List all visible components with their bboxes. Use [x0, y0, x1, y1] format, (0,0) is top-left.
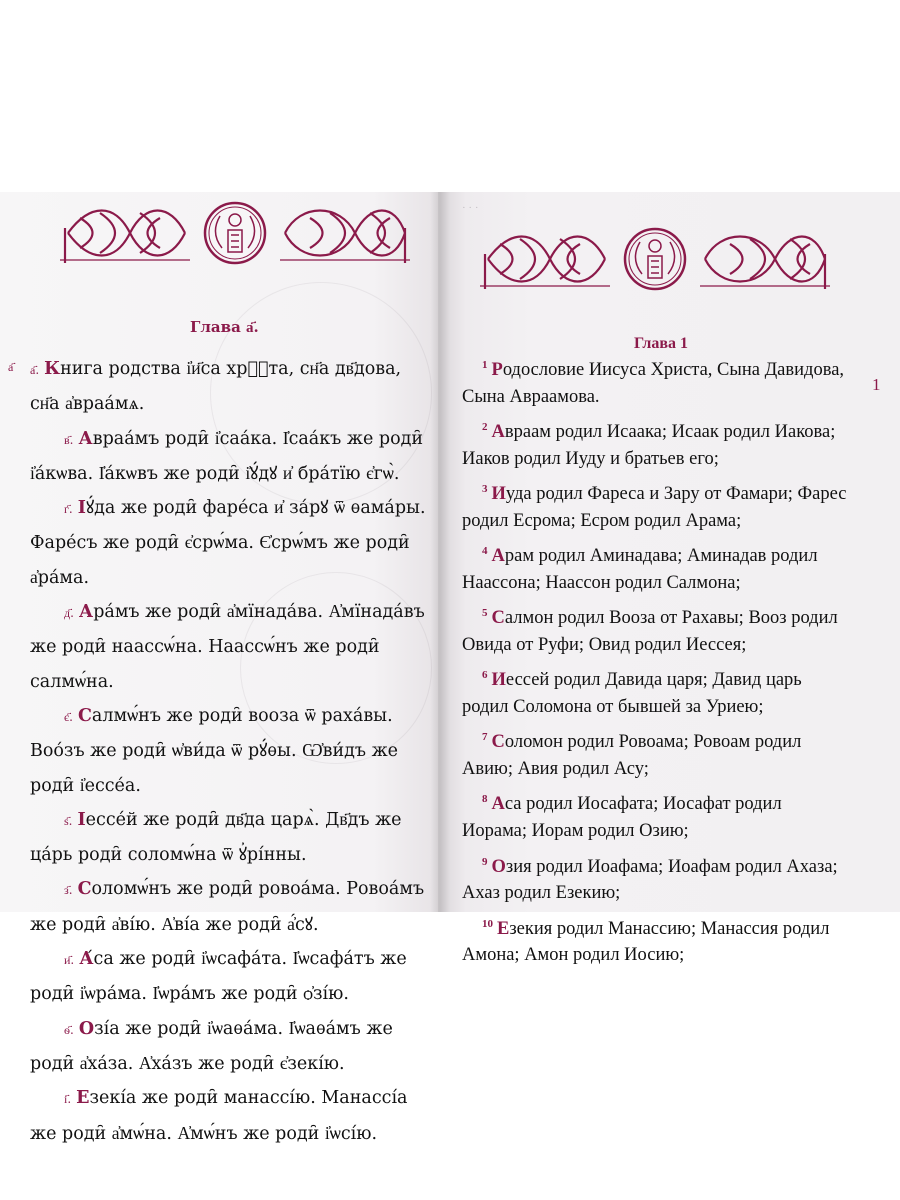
verse-text: зекия родил Манассию; Манассия родил Амона; Амон родил Иосию; — [462, 918, 830, 966]
verse-number: 5 — [482, 607, 488, 620]
chapter-margin-number: а҃ — [8, 360, 14, 374]
verse-number: є҃. — [64, 709, 73, 724]
verse-text: ꙋ́да же роди̑ фаре́са и҆ за́рꙋ ѿ ѳама́ры. Фаре́съ же роди̑ є҆срѡ́ма. Є҆срѡ́мъ же роди̑ а҆ра́ма. — [30, 498, 426, 588]
verse-initial: С — [491, 732, 505, 753]
verse-number: 2 — [482, 421, 488, 434]
verse-initial: О — [78, 1018, 95, 1039]
verse — [30, 803, 435, 873]
verse-number: 3 — [482, 483, 488, 496]
verse-initial: Р — [491, 360, 503, 381]
verse-initial: О — [491, 856, 506, 877]
verse — [462, 662, 848, 720]
verse — [30, 1012, 435, 1082]
verse-initial: А — [78, 602, 94, 623]
verse — [30, 352, 435, 422]
verse-number: 10 — [482, 917, 493, 930]
verse — [462, 538, 848, 596]
verse — [30, 595, 435, 699]
verse-text: са родил Иосафата; Иосафат родил Иорама; Иорам родил Озию; — [462, 794, 782, 841]
verse — [462, 911, 848, 969]
verse — [30, 491, 435, 595]
ornamental-headpiece — [480, 224, 830, 294]
verse-text: враам родил Исаака; Исаак родил Иакова; Иаков родил Иуду и братьев его; — [462, 422, 836, 469]
verse-text: ра́мъ же роди̑ а҆мїнада́ва. А҆мїнада́въ же роди̑ наассѡ́на. Наассѡ́нъ же роди̑ салмѡ́на. — [30, 602, 425, 692]
verse-number: а҃. — [30, 363, 40, 377]
verse-initial: І — [77, 809, 86, 830]
verse-text: уда родил Фареса и Зару от Фамари; Фарес родил Есрома; Есром родил Арама; — [462, 484, 847, 531]
verse-text: алмѡ́нъ же роди̑ вооза ѿ раха́вы. Воо́зъ же роди̑ ѡ҆ви́да ѿ рꙋ́ѳы. Ѡ҆ви́дъ же роди̑ і҆ессе́а. — [30, 705, 399, 796]
verse-number: ѕ҃. — [64, 813, 73, 828]
verse — [462, 352, 848, 410]
verse-initial: А — [79, 949, 94, 970]
verse-text: ессей родил Давида царя; Давид царь родил Соломона от бывшей за Уриею; — [462, 670, 802, 717]
chapter-title-russian: Глава 1 — [634, 335, 688, 352]
verse-number: и҃. — [64, 953, 75, 968]
verse-text: зекі́а же роди̑ манассі́ю. Манассі́а же роди̑ а҆мѡ́на. А҆мѡ́нъ же роди̑ і҆ѡсі́ю. — [30, 1088, 408, 1144]
verse-text: ́са же роди̑ і҆ѡсафа́та. І҆ѡсафа́тъ же роди̑ і҆ѡра́ма. І҆ѡра́мъ же роди̑ ѻ҆зі́ю. — [30, 949, 407, 1005]
verse-number: 4 — [482, 545, 488, 558]
verse-number: 9 — [482, 855, 488, 868]
verse-initial: И — [491, 670, 506, 691]
verse-initial: К — [44, 359, 61, 379]
verse-number: 7 — [482, 731, 488, 744]
verse — [30, 872, 435, 942]
chapter-margin-number-right: 1 — [872, 375, 881, 394]
verse-text: нига родства і҆и҃са хрⷭ҇та, сн҃а дв҃дова, сн҃а а҆враа́мѧ. — [30, 359, 402, 415]
verse-number: в҃. — [64, 432, 74, 447]
verse-number: з҃. — [64, 883, 73, 898]
verse — [30, 422, 435, 492]
verse-initial: И — [491, 484, 506, 505]
verse-text: рам родил Аминадава; Аминадав родил Наассона; Наассон родил Салмона; — [462, 546, 818, 593]
verse-number: 1 — [482, 359, 488, 371]
verse-text: оломѡ́нъ же роди̑ ровоа́ма. Ровоа́мъ же роди̑ а҆ві́ю. А҆ві́а же роди̑ а҆́сꙋ. — [30, 879, 425, 935]
open-book — [0, 192, 900, 1144]
verse-number: 8 — [482, 793, 488, 806]
verse-text: оломон родил Ровоама; Ровоам родил Авию; Авия родил Асу; — [462, 732, 802, 779]
verse — [30, 1081, 435, 1151]
verse — [30, 942, 435, 1012]
verse-text: зия родил Иоафама; Иоафам родил Ахаза; Ахаз родил Езекию; — [462, 856, 838, 904]
ornamental-headpiece — [60, 198, 410, 268]
verse-initial: Е — [76, 1088, 90, 1109]
verse-number: д҃. — [64, 606, 74, 621]
verse-text: алмон родил Вооза от Рахавы; Вооз родил Овида от Руфи; Овид родил Иессея; — [462, 608, 838, 655]
verse — [462, 600, 848, 658]
verse — [462, 786, 848, 844]
verse-initial: І — [77, 498, 86, 519]
verse-text: ессе́й же роди̑ дв҃да царѧ̀. Дв҃дъ же ца́рь роди̑ соломѡ́на ѿ ꙋ҆рі́нны. — [30, 809, 402, 866]
verse-initial: А — [491, 794, 505, 815]
verse-number: г҃. — [64, 502, 73, 517]
verse — [462, 724, 848, 782]
verse-initial: С — [77, 705, 92, 726]
book-gutter — [430, 192, 450, 912]
verse — [30, 699, 435, 803]
verse — [462, 476, 848, 534]
verse-number: 6 — [482, 669, 488, 682]
verse-initial: С — [491, 608, 505, 629]
verse-number: і҃. — [64, 1092, 72, 1107]
verse-initial: А — [78, 428, 93, 449]
russian-text-column — [462, 352, 848, 973]
verse-text: одословие Иисуса Христа, Сына Давидова, Сына Авраамова. — [462, 360, 845, 407]
verse — [462, 849, 848, 907]
verse-initial: А — [491, 422, 505, 443]
verse-initial: Е — [497, 918, 510, 939]
verse-number: ѳ҃. — [64, 1022, 74, 1037]
verse-initial: А — [491, 546, 505, 567]
left-page — [0, 192, 438, 1144]
verse — [462, 414, 848, 472]
bleed-through-text: · · · — [462, 202, 479, 214]
chapter-title-slavonic: Глава а҃. — [190, 318, 259, 336]
verse-text: зі́а же роди̑ і҆ѡаѳа́ма. І҆ѡаѳа́мъ же роди̑ а҆ха́за. А҆ха́зъ же роди̑ є҆зекі́ю. — [30, 1018, 393, 1074]
verse-initial: С — [77, 879, 92, 900]
verse-text: враа́мъ роди̑ і҆саа́ка. І҆саа́къ же роди̑ і҆а́кѡва. І҆а́кѡвъ же роди̑ і҆ꙋ́дꙋ и҆ бра́тїю є҆гѡ̀. — [30, 428, 424, 484]
slavonic-text-column — [30, 352, 435, 1151]
